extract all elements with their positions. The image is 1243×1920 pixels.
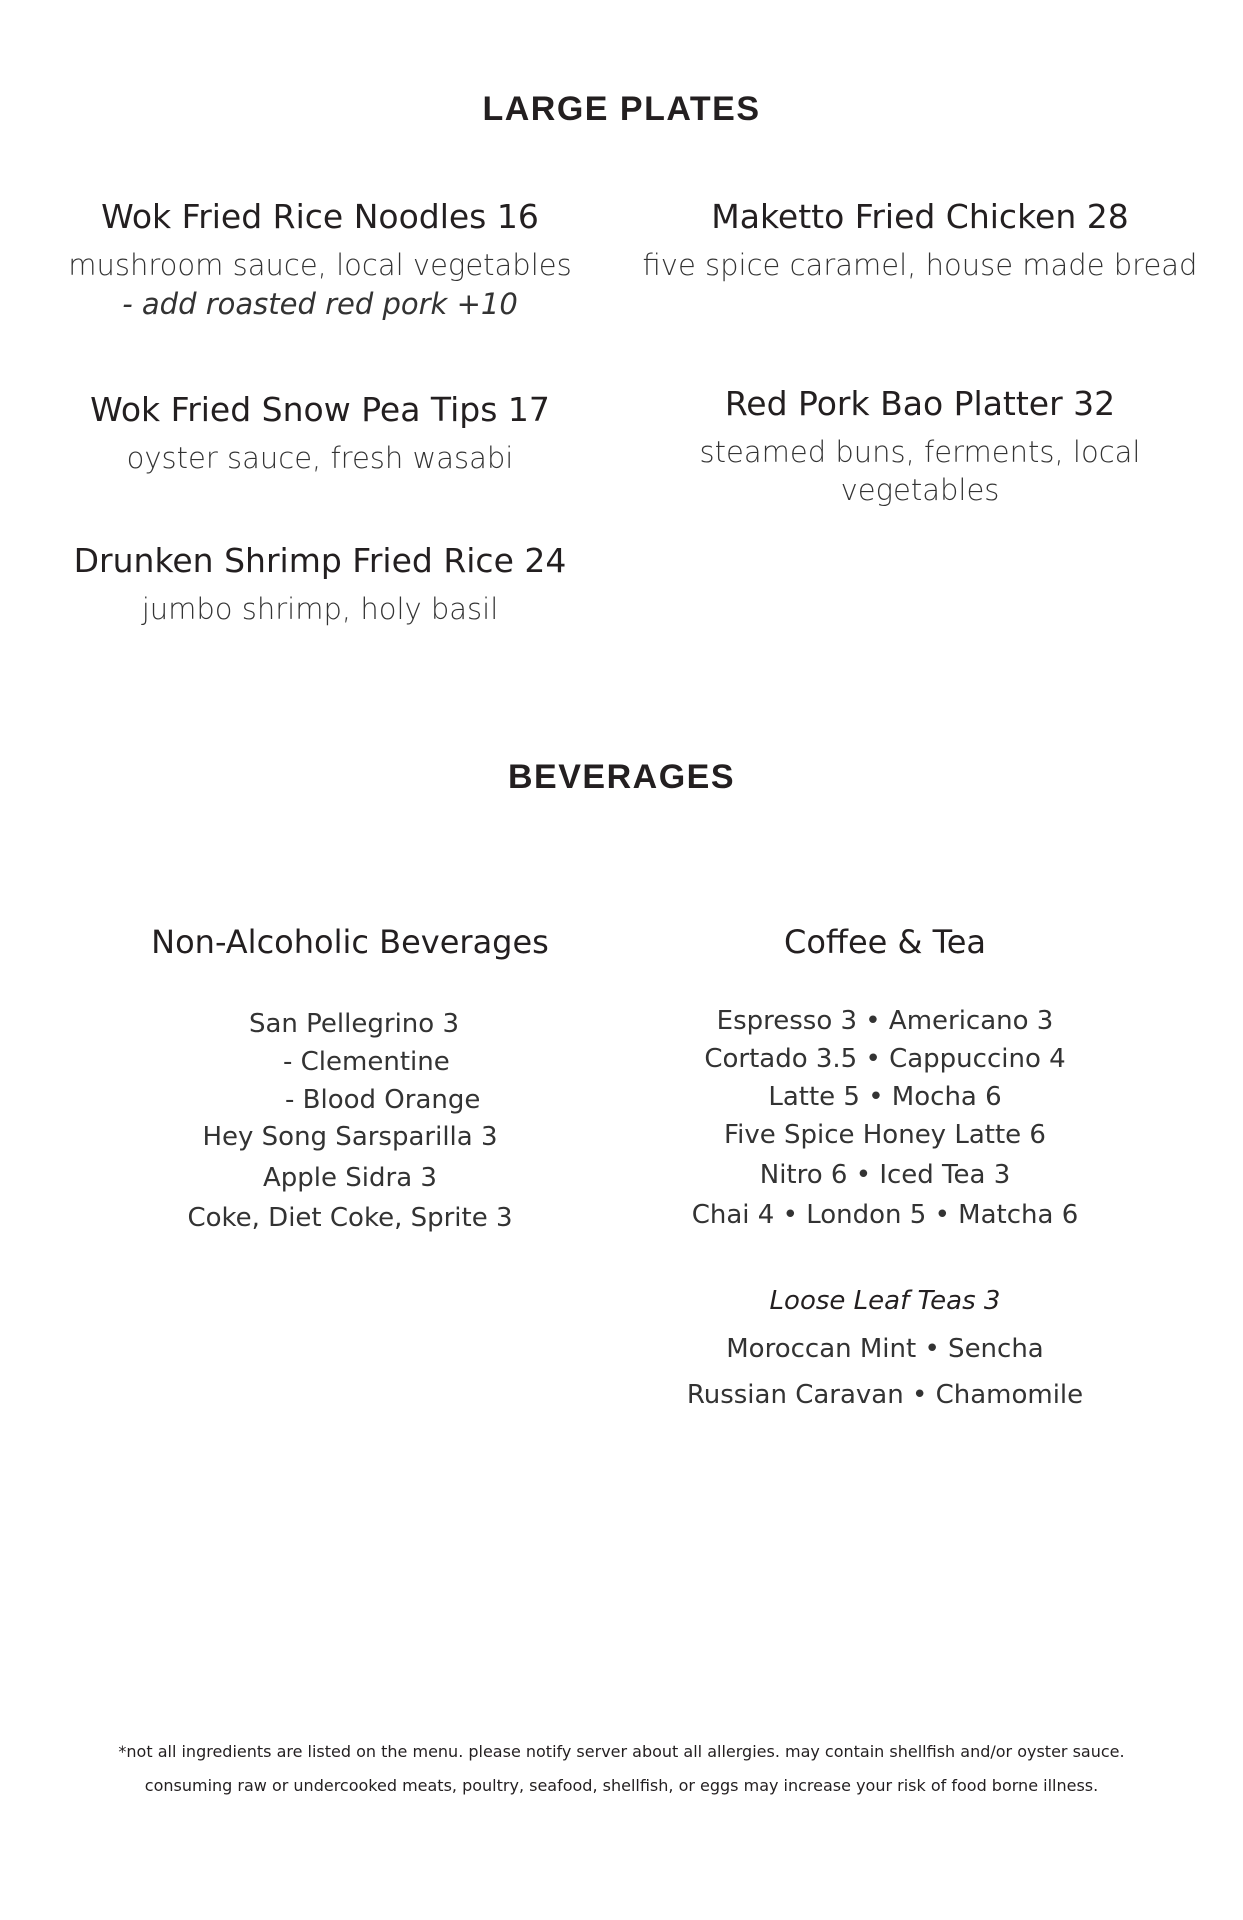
- beverage-line: - Clementine: [283, 1047, 450, 1077]
- dish-wok-fried-rice-noodles: [40, 197, 600, 324]
- coffee-tea-section: [595, 922, 1175, 962]
- coffee-line: Five Spice Honey Latte 6: [724, 1120, 1046, 1150]
- dish-name: Drunken Shrimp Fried Rice 24: [73, 541, 567, 580]
- coffee-line: Latte 5 • Mocha 6: [768, 1082, 1002, 1112]
- dish-description-line-1: steamed buns, ferments, local: [699, 435, 1141, 469]
- dish-description: mushroom sauce, local vegetables: [68, 248, 572, 282]
- dish-name: Red Pork Bao Platter 32: [724, 384, 1116, 423]
- beverage-line: Apple Sidra 3: [263, 1163, 437, 1193]
- loose-leaf-title: Loose Leaf Teas 3: [769, 1286, 1001, 1316]
- coffee-tea-title: Coffee & Tea: [783, 923, 987, 961]
- non-alcoholic-title: Non-Alcoholic Beverages: [151, 923, 549, 961]
- loose-leaf-line: Moroccan Mint • Sencha: [726, 1334, 1044, 1364]
- coffee-line: Chai 4 • London 5 • Matcha 6: [691, 1200, 1079, 1230]
- coffee-line: Espresso 3 • Americano 3: [716, 1006, 1054, 1036]
- beverage-line: Hey Song Sarsparilla 3: [202, 1122, 498, 1152]
- dish-wok-fried-snow-pea-tips: [40, 390, 600, 477]
- beverage-line: - Blood Orange: [285, 1085, 481, 1115]
- non-alcoholic-section: [60, 922, 640, 962]
- dish-name: Wok Fried Rice Noodles 16: [101, 197, 539, 236]
- large-plates-heading: LARGE PLATES: [482, 90, 761, 128]
- allergy-notice: *not all ingredients are listed on the menu. please notify server about all allergies. may contain shellfish and/or oyster sauce.: [118, 1742, 1125, 1761]
- dish-description: jumbo shrimp, holy basil: [141, 592, 499, 626]
- dish-red-pork-bao-platter: [630, 384, 1210, 509]
- dish-name: Maketto Fried Chicken 28: [711, 197, 1129, 236]
- loose-leaf-line: Russian Caravan • Chamomile: [686, 1380, 1084, 1410]
- coffee-line: Cortado 3.5 • Cappuccino 4: [704, 1044, 1066, 1074]
- dish-description-line-2: vegetables: [840, 473, 1000, 507]
- food-safety-notice: consuming raw or undercooked meats, poultry, seafood, shellfish, or eggs may increase your risk of food borne illness.: [144, 1776, 1099, 1795]
- dish-add-on: - add roasted red pork +10: [122, 287, 518, 321]
- beverage-line: Coke, Diet Coke, Sprite 3: [187, 1203, 513, 1233]
- dish-maketto-fried-chicken: [630, 197, 1210, 284]
- beverage-line: San Pellegrino 3: [249, 1009, 459, 1039]
- dish-drunken-shrimp-fried-rice: [40, 541, 600, 628]
- dish-description: five spice caramel, house made bread: [642, 248, 1198, 282]
- beverages-heading: BEVERAGES: [508, 758, 735, 796]
- dish-description: oyster sauce, fresh wasabi: [126, 441, 514, 475]
- coffee-line: Nitro 6 • Iced Tea 3: [759, 1160, 1011, 1190]
- dish-name: Wok Fried Snow Pea Tips 17: [90, 390, 550, 429]
